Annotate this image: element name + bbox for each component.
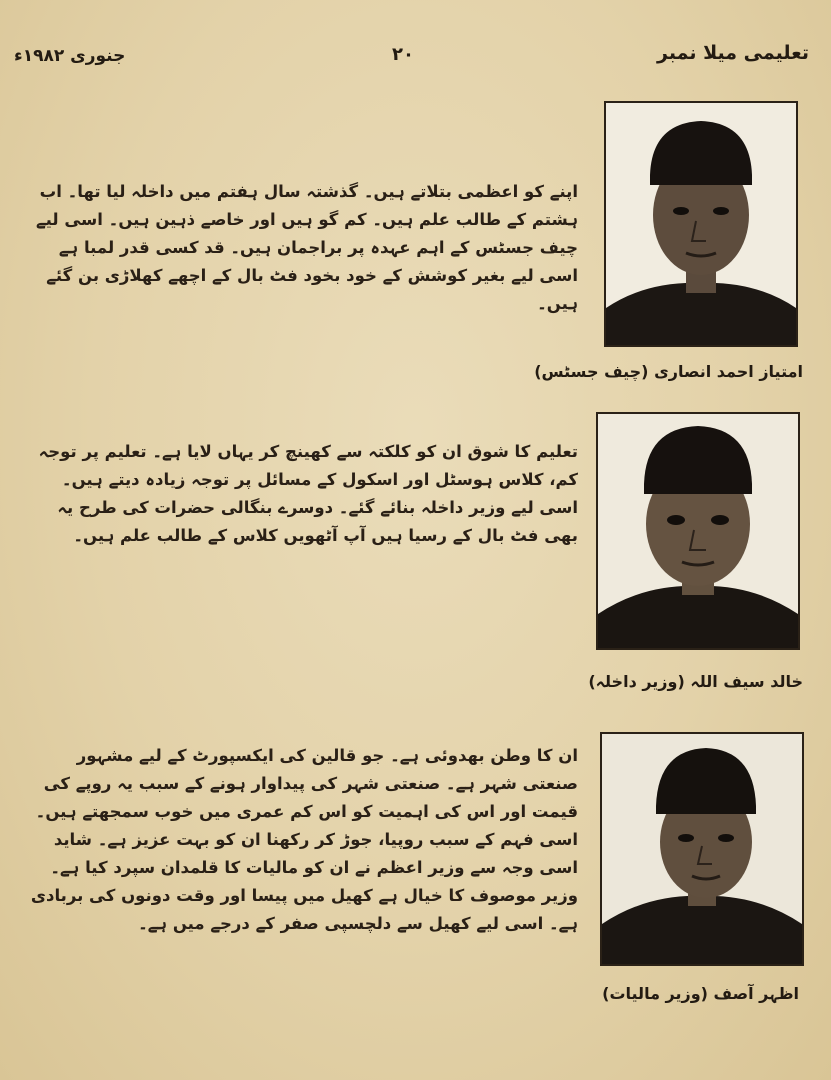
profile-3-photo	[600, 732, 804, 966]
portrait-2-graphic	[598, 414, 798, 648]
magazine-title: تعلیمی میلا نمبر	[657, 42, 809, 64]
profile-1-caption: امتیاز احمد انصاری (چیف جسٹس)	[534, 362, 803, 381]
profile-2-text: تعلیم کا شوق ان کو کلکتہ سے کھینچ کر یہاں لایا ہے۔ تعلیم پر توجہ کم، کلاس ہوسٹل اور اسکول کے مسائل پر توجہ زیادہ دیتے ہیں۔ اسی لیے وزیر داخلہ بنائے گئے۔ دوسرے بنگالی حضرات کی طرح یہ بھی فٹ بال کے رسیا ہیں آپ آٹھویں کلاس کے طالب علم ہیں۔	[38, 442, 578, 545]
portrait-3-graphic	[602, 734, 802, 964]
profile-1-photo	[604, 101, 798, 347]
page-number: ۲۰	[392, 44, 414, 65]
page-header	[0, 38, 831, 78]
profile-2-caption: خالد سیف اللہ (وزیر داخلہ)	[588, 672, 803, 691]
profile-1-text: اپنے کو اعظمی بتلاتے ہیں۔ گذشتہ سال ہفتم میں داخلہ لیا تھا۔ اب ہشتم کے طالب علم ہیں۔ کم گو ہیں اور خاصے ذہین ہیں۔ اسی لیے چیف جسٹس کے اہم عہدہ پر براجمان ہیں۔ قد کسی قدر لمبا ہے اسی لیے بغیر کوشش کے خود بخود فٹ بال کے اچھے کھلاڑی بن گئے ہیں۔	[36, 182, 578, 313]
profile-2-photo	[596, 412, 800, 650]
portrait-1-graphic	[606, 103, 796, 345]
profile-3-text: ان کا وطن بھدوئی ہے۔ جو قالین کی ایکسپورٹ کے لیے مشہور صنعتی شہر ہے۔ صنعتی شہر کی پیداوار ہونے کے سبب یہ روپے کی قیمت اور اس کی اہمیت کو اس کم عمری میں خوب سمجھتے ہیں۔ اسی فہم کے سبب روپیا، جوڑ کر رکھنا ان کو بہت عزیز ہے۔ شاید اسی وجہ سے وزیر اعظم نے ان کو مالیات کا قلمدان سپرد کیا ہے۔ وزیر موصوف کا خیال ہے کھیل میں پیسا اور وقت دونوں کی بربادی ہے۔ اسی لیے کھیل سے دلچسپی صفر کے درجے میں ہے۔	[30, 746, 578, 933]
header-date: جنوری ۱۹۸۲ء	[14, 46, 126, 66]
profile-3-caption: اظہر آصف (وزیر مالیات)	[602, 984, 799, 1003]
